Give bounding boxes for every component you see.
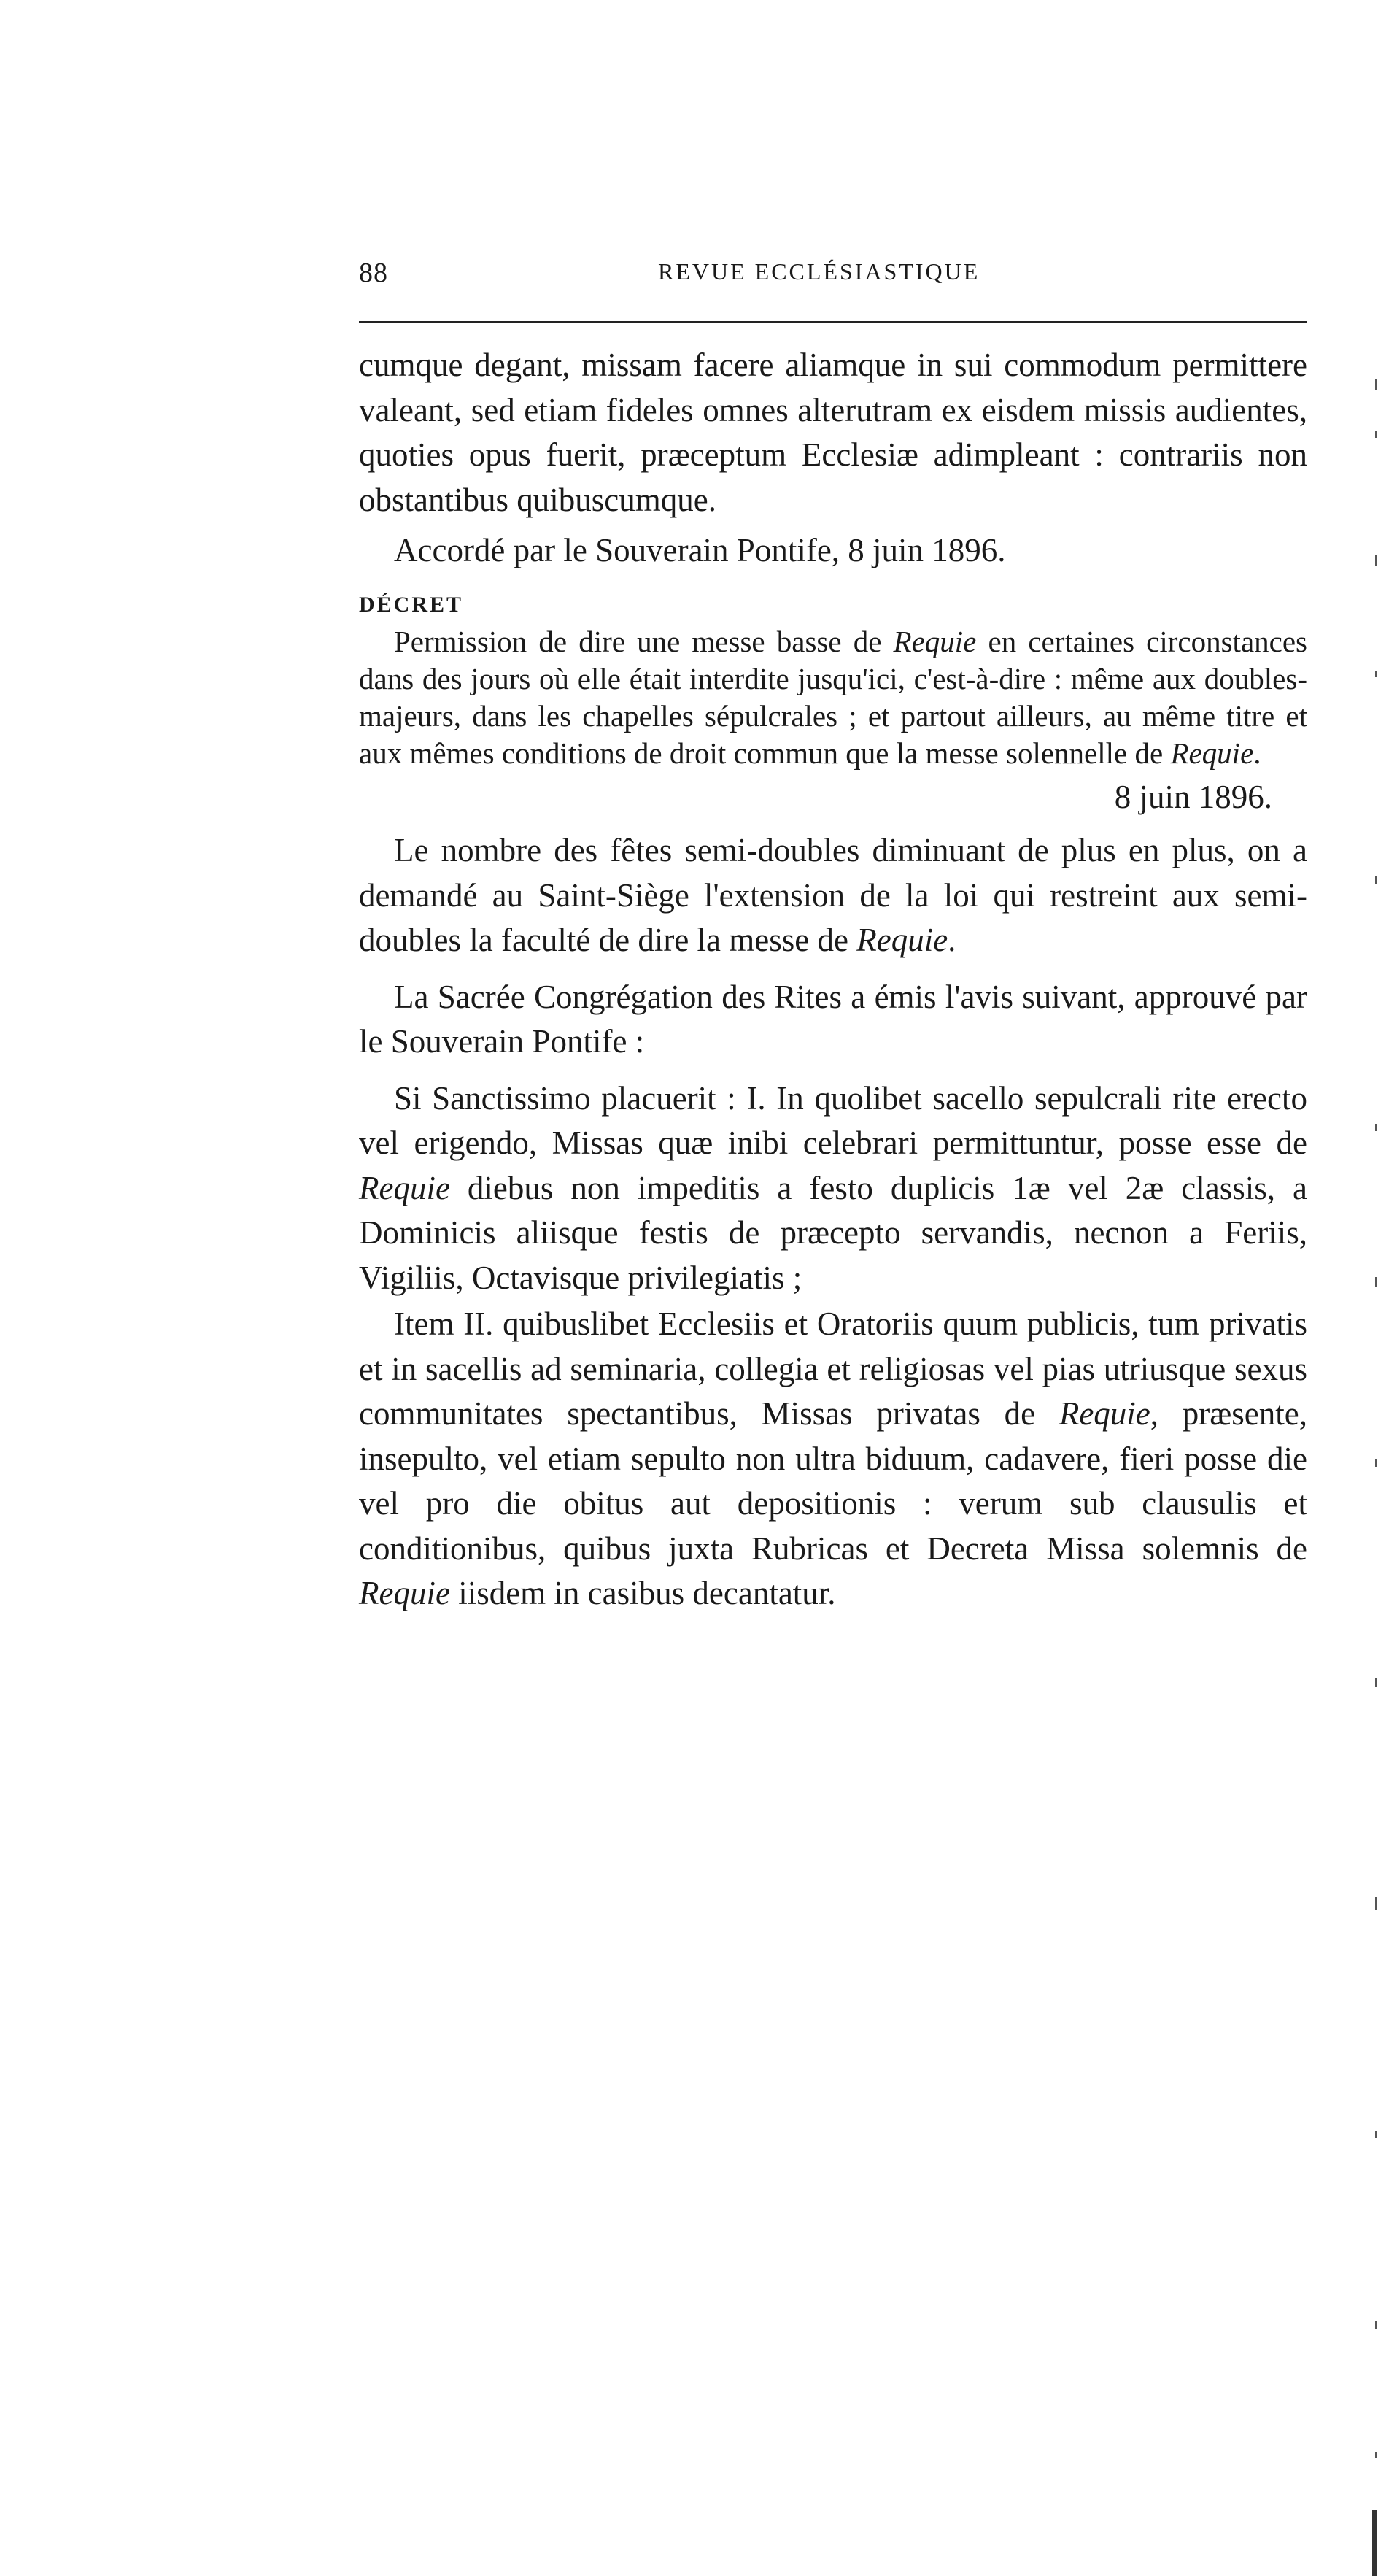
- page-header: [359, 257, 1307, 301]
- paragraph-text: iisdem in casibus decantatur.: [449, 1575, 836, 1611]
- paragraph-3: [359, 1076, 1307, 1301]
- header-rule: [359, 321, 1307, 323]
- accorde-line: Accordé par le Souverain Pontife, 8 juin 1896.: [394, 532, 1006, 568]
- continuation-paragraph: cumque degant, missam facere aliamque in sui commodum permittere valeant, sed etiam fideles omnes alterutram ex eisdem missis audientes, quoties opus fuerit, præceptum Ecclesiæ adimpleant : contrariis non obstantibus quibuscumque.: [359, 347, 1307, 518]
- decret-summary: [359, 623, 1307, 772]
- requie-italic: Requie: [359, 1575, 450, 1611]
- paragraph-1: [359, 828, 1307, 963]
- page-edge-marks: [1375, 365, 1384, 2233]
- requie-italic: Requie: [893, 624, 977, 658]
- requie-italic: Requie: [856, 922, 948, 958]
- decret-heading: DÉCRET: [359, 592, 464, 617]
- paragraph-4: [359, 1302, 1307, 1616]
- edge-mark: [1375, 2321, 1377, 2329]
- requie-italic: Requie: [359, 1169, 450, 1206]
- summary-text: .: [1253, 736, 1261, 770]
- page-number: 88: [359, 258, 388, 288]
- requie-italic: Requie: [1170, 736, 1254, 770]
- paragraph-text: Item II. quibuslibet Ecclesiis et Oratoriis quum publicis, tum privatis et in sacellis ad seminaria, collegia et religiosas vel pias utriusque sexus communitates spectantibus, Missas privatas de: [359, 1306, 1307, 1432]
- paragraph-text: diebus non impeditis a festo duplicis 1æ vel 2æ classis, a Dominicis aliisque festis de præcepto servandis, necnon a Feriis, Vigiliis, Octavisque privilegiatis ;: [359, 1169, 1307, 1296]
- decret-date: 8 juin 1896.: [1114, 778, 1272, 815]
- edge-mark: [1375, 876, 1377, 884]
- summary-text: en certaines circonstances dans des jours où elle était interdite jusqu'ici, c'est-à-dire : même aux doubles-majeurs, dans les chapelles sépulcrales ; et partout ailleurs, au même titre et aux mêmes conditions de droit commun que la messe solennelle de: [359, 624, 1307, 770]
- page-body: [359, 343, 1307, 1616]
- edge-mark: [1375, 2452, 1377, 2458]
- summary-text: Permission de dire une messe basse de: [394, 624, 894, 658]
- paragraph-text: Le nombre des fêtes semi-doubles diminuant de plus en plus, on a demandé au Saint-Siège l'extension de la loi qui restreint aux semi-doubles la faculté de dire la messe de: [359, 832, 1307, 958]
- edge-mark: [1375, 1678, 1377, 1687]
- running-title: REVUE ECCLÉSIASTIQUE: [658, 258, 980, 285]
- edge-mark: [1375, 1124, 1377, 1131]
- edge-mark: [1375, 2131, 1377, 2138]
- edge-mark: [1375, 379, 1377, 390]
- edge-mark: [1375, 555, 1377, 566]
- requie-italic: Requie: [1059, 1395, 1150, 1432]
- paragraph-text: Si Sanctissimo placuerit : I. In quolibet sacello sepulcrali rite erecto vel erigendo, Missas quæ inibi celebrari permittuntur, posse esse de: [359, 1079, 1307, 1161]
- edge-mark: [1375, 1277, 1377, 1287]
- edge-mark: [1375, 1897, 1377, 1910]
- paragraph-text: , præsente, insepulto, vel etiam sepulto non ultra biduum, cadavere, fieri posse die vel pro die obitus aut depositionis : verum sub clausulis et conditionibus, quibus juxta Rubricas et Decreta Missa solemnis de: [359, 1395, 1307, 1567]
- edge-mark: [1372, 2510, 1377, 2576]
- paragraph-text: .: [948, 922, 956, 958]
- edge-mark: [1375, 671, 1377, 677]
- edge-mark: [1375, 431, 1377, 438]
- paragraph-2: La Sacrée Congrégation des Rites a émis l'avis suivant, approuvé par le Souverain Pontife :: [359, 978, 1307, 1060]
- edge-mark: [1375, 1459, 1377, 1467]
